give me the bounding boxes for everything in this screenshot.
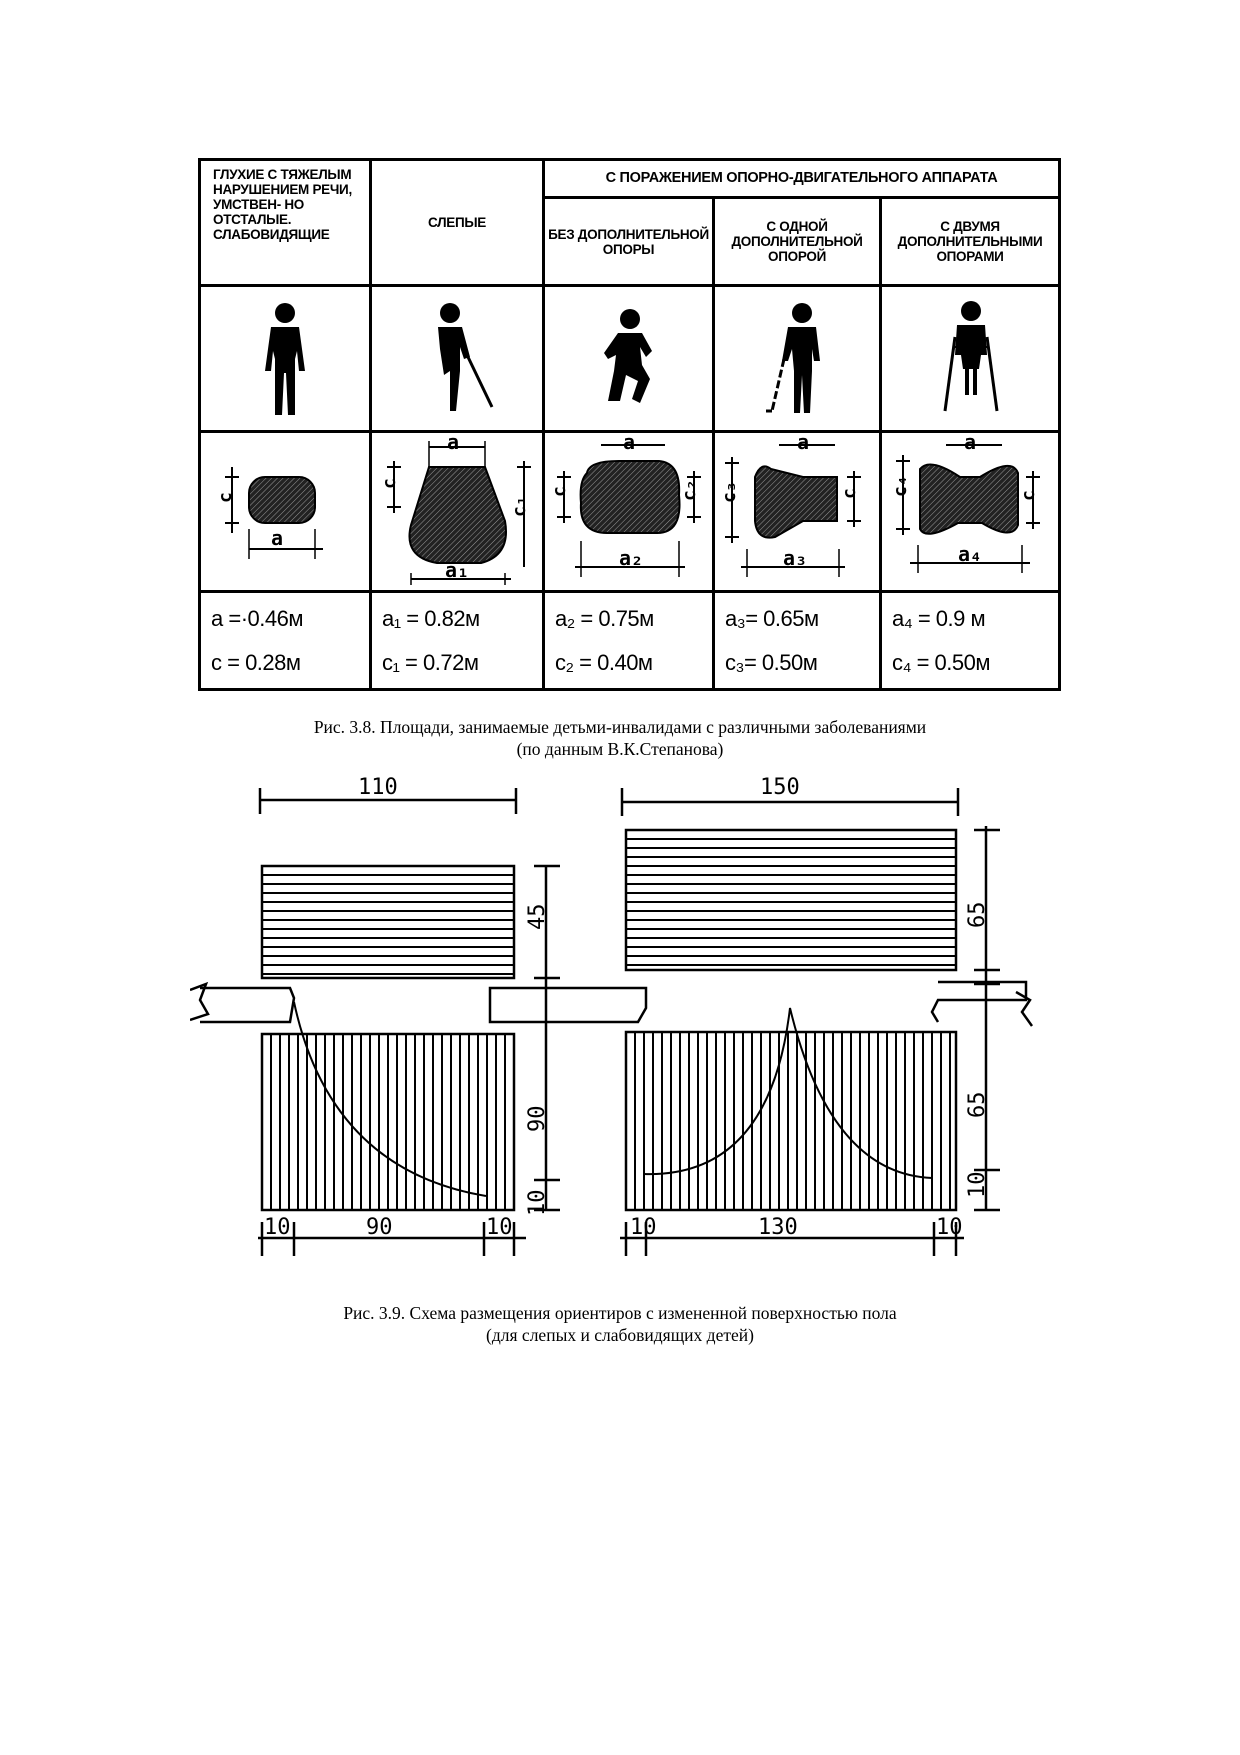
- caption-line-1: Рис. 3.9. Схема размещения ориентиров с измененной поверхностью пола: [343, 1303, 897, 1323]
- figure-person-one-crutch: [714, 286, 881, 432]
- values-col-5: [881, 592, 1060, 690]
- left-bottom-right: 10: [486, 1215, 513, 1240]
- right-bottom-depth: 65: [965, 1091, 990, 1118]
- figure-standing-person: [200, 286, 371, 432]
- value-a: a =·0.46м: [211, 605, 303, 631]
- caption-line-2: (по данным В.К.Степанова): [516, 739, 724, 759]
- header-blind: СЛЕПЫЕ: [371, 160, 544, 286]
- value-c: c = 0.28м: [211, 649, 301, 675]
- caption-line-1: Рис. 3.8. Площади, занимаемые детьми-инвалидами с различными заболеваниями: [313, 717, 927, 737]
- left-bottom-margin: 10: [525, 1189, 550, 1216]
- label-c: c: [548, 485, 570, 497]
- values-col-2: [371, 592, 544, 690]
- figure-3-8-caption: [0, 716, 1240, 760]
- area-shape-5: [881, 432, 1060, 592]
- value-c2: c₂ = 0.40м: [555, 649, 653, 675]
- label-a2: a₂: [618, 545, 643, 570]
- figure-person-two-crutches: [881, 286, 1060, 432]
- label-a-top: a: [447, 436, 460, 454]
- left-top-width: 110: [358, 775, 398, 800]
- label-a-top: a: [622, 436, 635, 454]
- value-c1: c₁ = 0.72м: [382, 649, 479, 675]
- label-a: a: [271, 525, 284, 550]
- caption-line-2: (для слепых и слабовидящих детей): [486, 1325, 754, 1345]
- left-bottom-left: 10: [264, 1215, 291, 1240]
- header-two-supports: С ДВУМЯ ДОПОЛНИТЕЛЬНЫМИ ОПОРАМИ: [881, 198, 1060, 286]
- value-c4: c₄ = 0.50м: [892, 649, 990, 675]
- value-a3: a₃= 0.65м: [725, 605, 819, 631]
- label-a-top: a: [797, 436, 810, 454]
- label-c: c: [215, 491, 236, 503]
- right-top-width: 150: [760, 775, 800, 800]
- right-bottom-right: 10: [936, 1215, 963, 1240]
- label-c: c: [1018, 489, 1039, 501]
- right-bottom-mid: 130: [758, 1215, 798, 1240]
- values-col-4: [714, 592, 881, 690]
- label-a1: a₁: [445, 557, 470, 582]
- figure-person-no-support: [544, 286, 714, 432]
- value-a4: a₄ = 0.9 м: [892, 605, 986, 631]
- value-a1: a₁ = 0.82м: [382, 605, 480, 631]
- value-c3: c₃= 0.50м: [725, 649, 818, 675]
- area-shape-2: [371, 432, 544, 592]
- header-one-support: С ОДНОЙ ДОПОЛНИТЕЛЬНОЙ ОПОРОЙ: [714, 198, 881, 286]
- label-c: c: [839, 487, 860, 499]
- left-bottom-mid: 90: [366, 1215, 393, 1240]
- header-musculoskeletal: С ПОРАЖЕНИЕМ ОПОРНО-ДВИГАТЕЛЬНОГО АППАРАТА: [544, 160, 1060, 198]
- label-a3: a₃: [783, 545, 808, 570]
- values-col-3: [544, 592, 714, 690]
- figure-3-8: [198, 158, 1060, 688]
- values-col-1: [200, 592, 371, 690]
- label-a-top: a: [964, 436, 977, 454]
- right-bottom-margin: 10: [965, 1171, 990, 1198]
- area-shape-1: [200, 432, 371, 592]
- left-bottom-depth: 90: [525, 1105, 550, 1132]
- label-c4: c₄: [890, 474, 911, 497]
- label-c1: c₁: [509, 494, 530, 517]
- right-bottom-left: 10: [630, 1215, 657, 1240]
- label-c2: c₂: [678, 478, 700, 501]
- figure-blind-person-cane: [371, 286, 544, 432]
- left-top-depth: 45: [525, 903, 550, 930]
- header-no-support: БЕЗ ДОПОЛНИТЕЛЬНОЙ ОПОРЫ: [544, 198, 714, 286]
- header-deaf: ГЛУХИЕ С ТЯЖЕЛЫМ НАРУШЕНИЕМ РЕЧИ, УМСТВЕН- НО ОТСТАЛЫЕ. СЛАБОВИДЯЩИЕ: [200, 160, 371, 286]
- right-top-depth: 65: [965, 901, 990, 928]
- label-a4: a₄: [958, 541, 983, 566]
- area-shape-4: [714, 432, 881, 592]
- value-a2: a₂ = 0.75м: [555, 605, 654, 631]
- area-shape-3: [544, 432, 714, 592]
- figure-3-9: [190, 770, 1070, 1270]
- label-c: c: [379, 477, 400, 489]
- disability-area-table: [198, 158, 1061, 691]
- figure-3-9-caption: [0, 1302, 1240, 1346]
- label-c3: c₃: [719, 480, 740, 503]
